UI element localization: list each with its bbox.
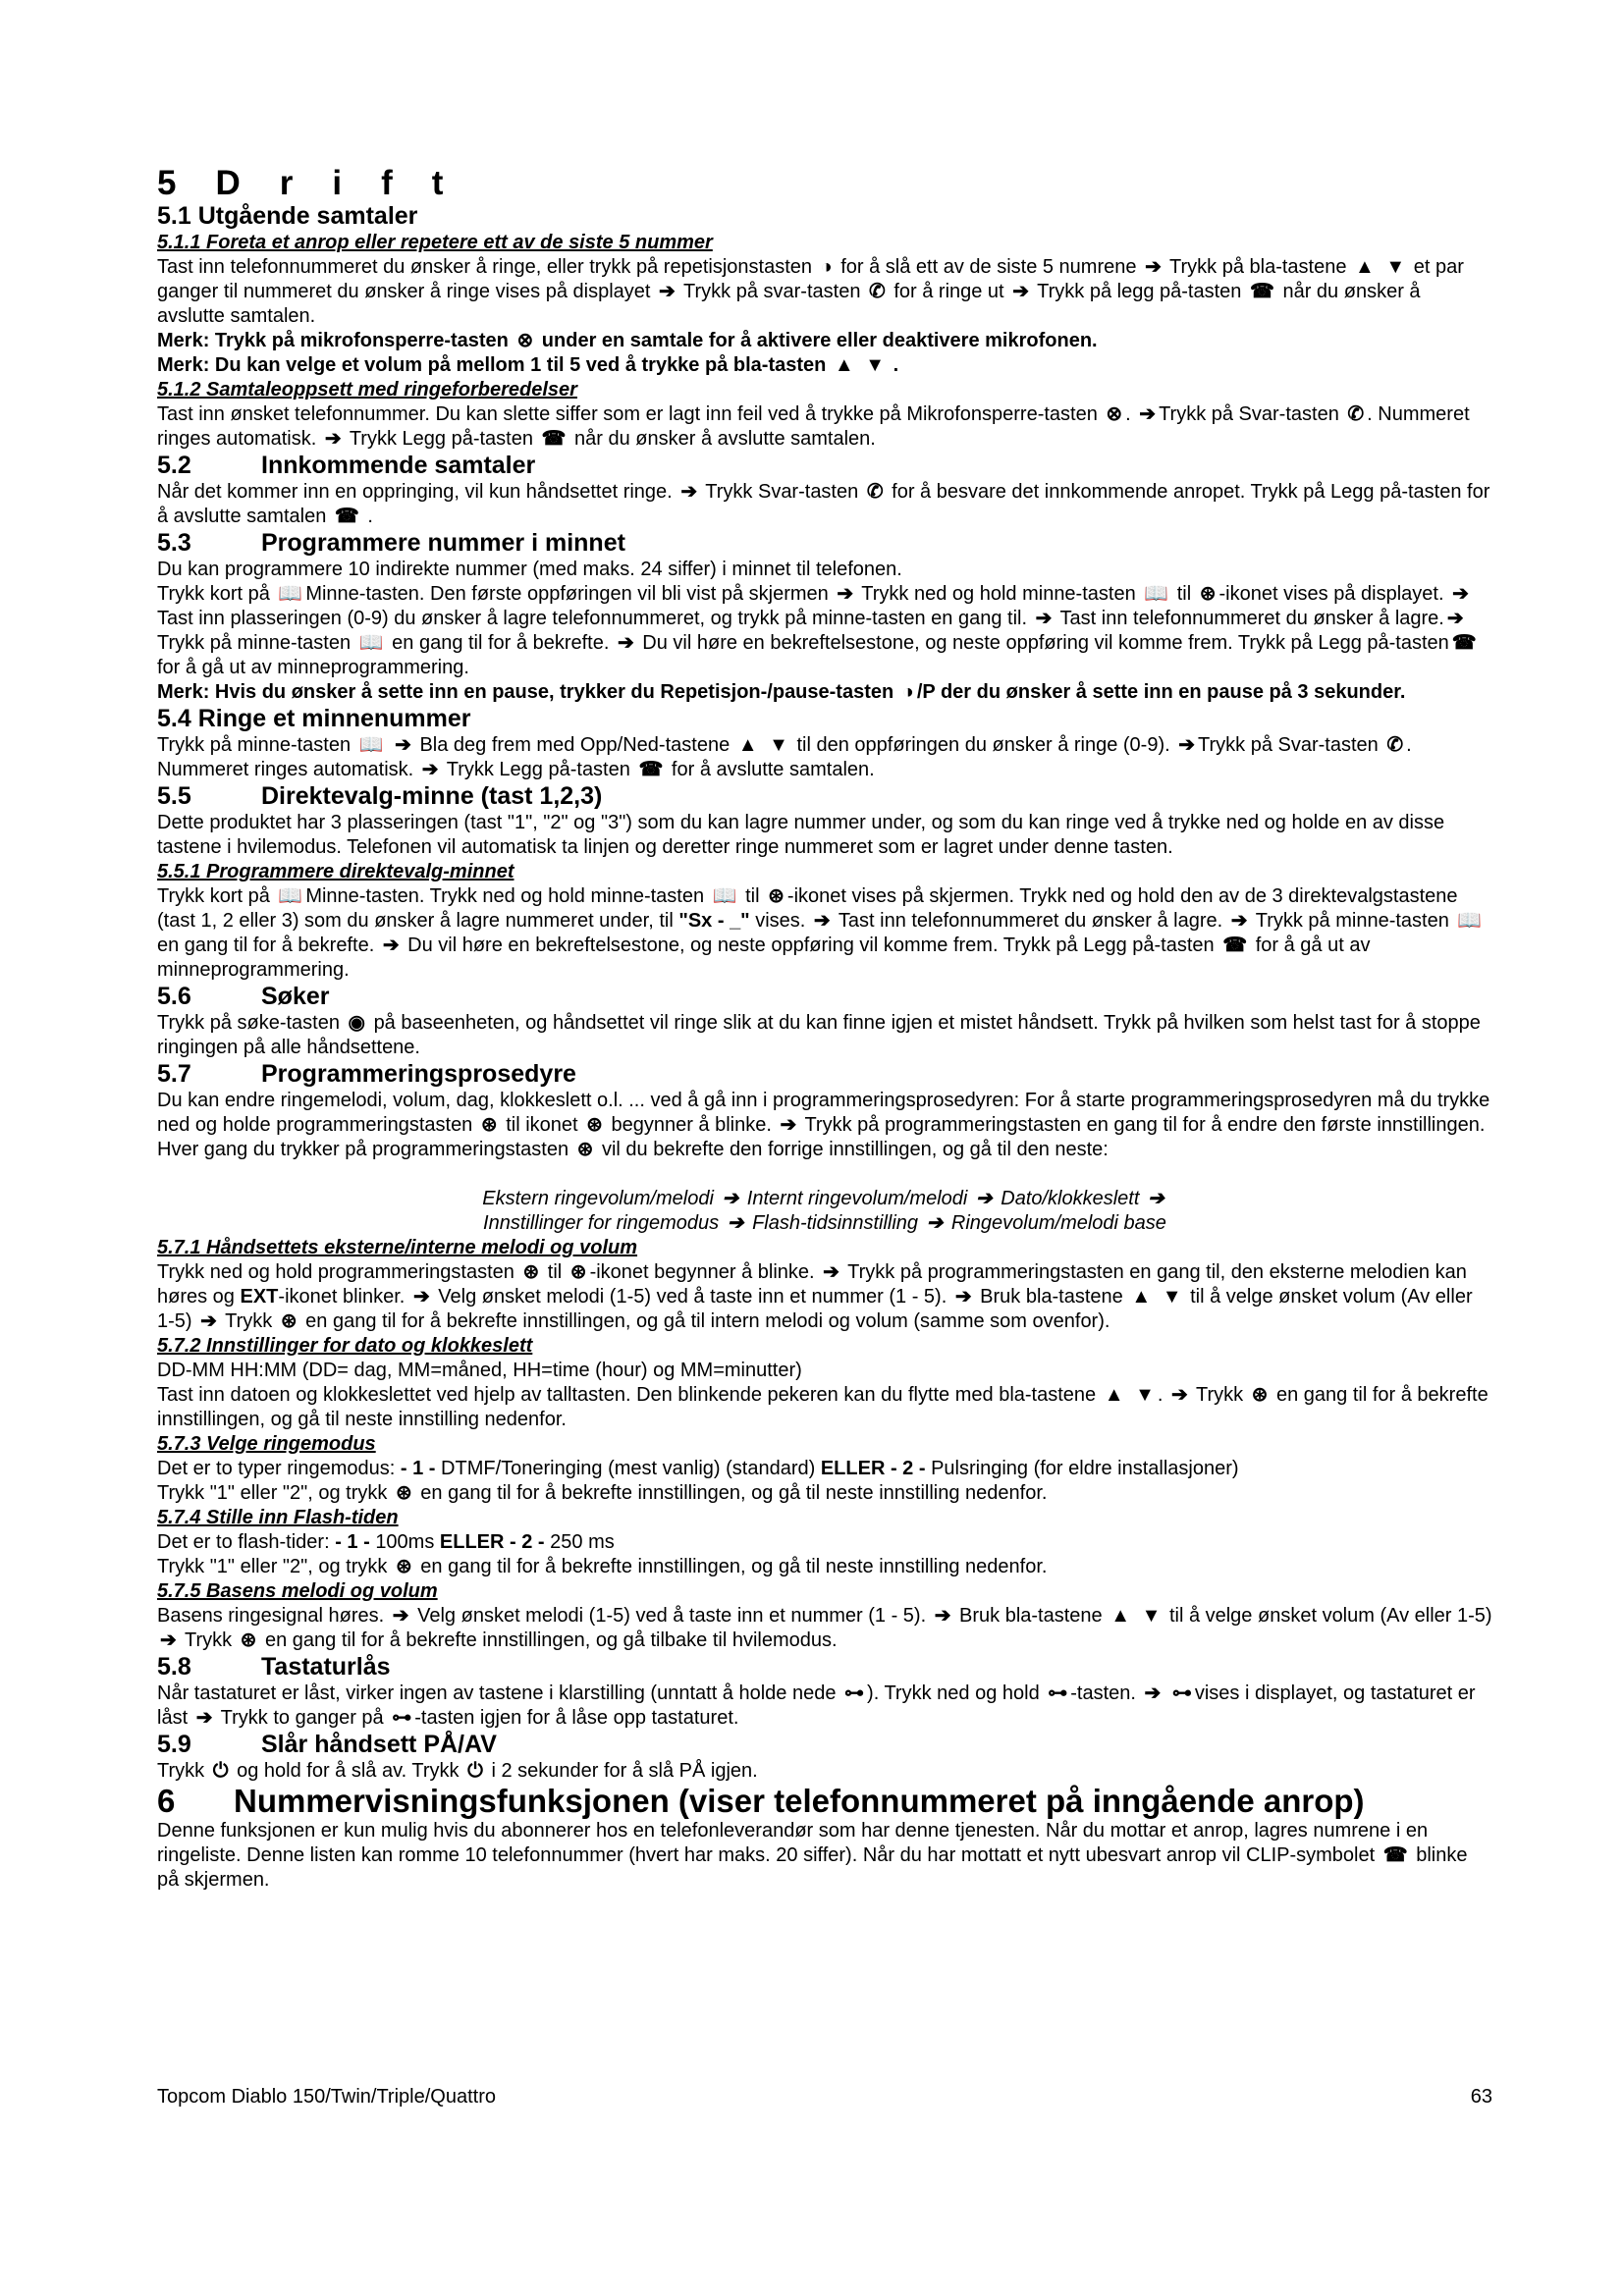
paragraph: Du kan endre ringemelodi, volum, dag, klokkeslett o.l. ... ved å gå inn i programmeringsprosedyren: For å starte programmeringsprosedyren må du trykke ned og holde programmeringstasten ⊛ til ikonet ⊛ begynner å blinke. ➔ Trykk på programmeringstasten en gang til for å endre den første innstillingen. Hver gang du trykker på programmeringstasten ⊛ vil du bekrefte den forrige innstillingen, og gå til den neste: bbox=[157, 1090, 1490, 1160]
prog-icon: ⊛ bbox=[569, 1261, 587, 1283]
note: Merk: Trykk på mikrofonsperre-tasten ⊗ under en samtale for å aktivere eller deaktivere mikrofonen. bbox=[157, 330, 1098, 351]
arrow-icon: ➔ bbox=[412, 1286, 430, 1308]
page-number: 63 bbox=[1470, 2086, 1492, 2108]
section-heading: 5.4 Ringe et minnenummer bbox=[157, 705, 471, 732]
footer-product: Topcom Diablo 150/Twin/Triple/Quattro bbox=[157, 2086, 496, 2108]
prog-icon: ⊛ bbox=[1251, 1384, 1269, 1406]
arrow-icon: ➔ bbox=[395, 734, 411, 756]
up-icon: ▲ bbox=[1355, 256, 1375, 278]
hangup-icon: ☎ bbox=[638, 759, 664, 780]
paragraph: Trykk på minne-tasten 📖 ➔ Bla deg frem med Opp/Ned-tastene ▲ ▼ til den oppføringen du ønsker å ringe (0-9). ➔ Trykk på Svar-tasten ✆ . Nummeret ringes automatisk. ➔ Trykk Legg på-tasten ☎ for å avslutte samtalen. bbox=[157, 734, 1412, 780]
arrow-icon: ➔ bbox=[934, 1605, 951, 1627]
arrow-icon: ➔ bbox=[727, 1212, 744, 1234]
hangup-icon: ☎ bbox=[1451, 632, 1477, 654]
prog-icon: ⊛ bbox=[768, 885, 785, 907]
arrow-icon: ➔ bbox=[780, 1114, 797, 1136]
paragraph: Når det kommer inn en oppringing, vil kun håndsettet ringe. ➔ Trykk Svar-tasten ✆ for å besvare det innkommende anropet. Trykk på Legg på-tasten for å avslutte samtalen ☎ . bbox=[157, 481, 1490, 527]
paragraph: Denne funksjonen er kun mulig hvis du abonnerer hos en telefonleverandør som har denne tjenesten. Når du mottar et anrop, lagres numrene i en ringeliste. Denne listen kan romme 10 telefonnummer (hvert har maks. 20 siffer). Når du har mottatt et nytt ubesvart anrop vil CLIP-symbolet ☎ blinke på skjermen. bbox=[157, 1820, 1468, 1891]
arrow-icon: ➔ bbox=[926, 1212, 944, 1234]
paragraph: Når tastaturet er låst, virker ingen av tastene i klarstilling (unntatt å holde nede ⊶ ). Trykk ned og hold ⊶ -tasten. ➔ ⊶ vises i displayet, og tastaturet er låst ➔ Trykk to ganger på ⊶ -tasten igjen for å låse opp tastaturet. bbox=[157, 1682, 1476, 1729]
spacer bbox=[157, 1162, 1492, 1187]
answer-icon: ✆ bbox=[1347, 403, 1365, 425]
arrow-icon: ➔ bbox=[1012, 281, 1029, 302]
answer-icon: ✆ bbox=[866, 481, 884, 503]
answer-icon: ✆ bbox=[869, 281, 886, 302]
arrow-icon: ➔ bbox=[1446, 608, 1464, 629]
up-icon: ▲ bbox=[834, 354, 854, 376]
arrow-icon: ➔ bbox=[1178, 734, 1196, 756]
subsection-heading: 5.7.4 Stille inn Flash-tiden bbox=[157, 1507, 399, 1528]
arrow-icon: ➔ bbox=[1147, 1188, 1164, 1209]
arrow-icon: ➔ bbox=[659, 281, 676, 302]
chapter-letter: r bbox=[279, 164, 294, 202]
note: Merk: Hvis du ønsker å sette inn en pause, trykker du Repetisjon-/pause-tasten ◑ /P der du ønsker å sette inn en pause på 3 sekunder. bbox=[157, 681, 1406, 703]
section-heading: 5.9 Slår håndsett PÅ/AV bbox=[157, 1731, 497, 1758]
paragraph: Tast inn ønsket telefonnummer. Du kan slette siffer som er lagt inn feil ved å trykke på Mikrofonsperre-tasten ⊗ . ➔ Trykk på Svar-tasten ✆ . Nummeret ringes automatisk. ➔ Trykk Legg på-tasten ☎ når du ønsker å avslutte samtalen. bbox=[157, 403, 1470, 450]
up-icon: ▲ bbox=[1104, 1384, 1124, 1406]
paragraph: Trykk ⏻ og hold for å slå av. Trykk ⏻ i 2 sekunder for å slå PÅ igjen. bbox=[157, 1760, 758, 1782]
arrow-icon: ➔ bbox=[823, 1261, 839, 1283]
down-icon: ▼ bbox=[769, 734, 788, 756]
note: Merk: Du kan velge et volum på mellom 1 til 5 ved å trykke på bla-tasten ▲ ▼ . bbox=[157, 354, 899, 376]
paragraph: Trykk kort på 📖 Minne-tasten. Trykk ned og hold minne-tasten 📖 til ⊛ -ikonet vises på skjermen. Trykk ned og hold den av de 3 direktevalgstastene (tast 1, 2 eller 3) som du ønsker å lagre nummeret under, til "Sx - _" vises. ➔ Tast inn telefonnummeret du ønsker å lagre. ➔ Trykk på minne-tasten 📖 en gang til for å bekrefte. ➔ Du vil høre en bekreftelsestone, og neste oppføring vil komme frem. Trykk på Legg på-tasten ☎ for å gå ut av minneprogrammering. bbox=[157, 885, 1483, 981]
prog-icon: ⊛ bbox=[522, 1261, 540, 1283]
subsection-heading: 5.1.2 Samtaleoppsett med ringeforberedelser bbox=[157, 379, 577, 400]
arrow-icon: ➔ bbox=[382, 934, 400, 956]
page-footer bbox=[157, 2086, 1492, 2109]
prog-icon: ⊛ bbox=[576, 1139, 594, 1160]
paragraph: Trykk på søke-tasten ◉ på baseenheten, og håndsettet vil ringe slik at du kan finne igjen et mistet håndsett. Trykk på hvilken som helst tast for å stoppe ringingen på alle håndsettene. bbox=[157, 1012, 1481, 1058]
paragraph: Tast inn telefonnummeret du ønsker å ringe, eller trykk på repetisjonstasten ◑ for å slå ett av de siste 5 numrene ➔ Trykk på bla-tastene ▲ ▼ et par ganger til nummeret du ønsker å ringe vises på displayet ➔ Trykk på svar-tasten ✆ for å ringe ut ➔ Trykk på legg på-tasten ☎ når du ønsker å avslutte samtalen. bbox=[157, 256, 1464, 327]
up-icon: ▲ bbox=[1131, 1286, 1152, 1308]
chapter-letter: D bbox=[215, 164, 241, 202]
down-icon: ▼ bbox=[1141, 1605, 1162, 1627]
arrow-icon: ➔ bbox=[1144, 1682, 1162, 1704]
power-icon: ⏻ bbox=[467, 1760, 483, 1782]
down-icon: ▼ bbox=[865, 354, 886, 376]
prog-icon: ⊛ bbox=[1199, 583, 1217, 605]
down-icon: ▼ bbox=[1135, 1384, 1155, 1406]
arrow-icon: ➔ bbox=[392, 1605, 409, 1627]
arrow-icon: ➔ bbox=[1035, 608, 1053, 629]
paragraph: Dette produktet har 3 plasseringen (tast "1", "2" og "3") som du kan lagre nummer under, og som du kan ringe ved å trykke ned og holde en av disse tastene i hvilemodus. Telefonen vil automatisk ta linjen og deretter ringe nummeret som er lagret under denne tasten. bbox=[157, 812, 1445, 858]
arrow-icon: ➔ bbox=[1145, 256, 1162, 278]
arrow-icon: ➔ bbox=[722, 1188, 739, 1209]
subsection-heading: 5.7.3 Velge ringemodus bbox=[157, 1433, 376, 1455]
mute-icon: ⊗ bbox=[1106, 403, 1123, 425]
section-heading: 5.2 Innkommende samtaler bbox=[157, 452, 536, 479]
arrow-icon: ➔ bbox=[680, 481, 698, 503]
memory-icon: 📖 bbox=[278, 583, 303, 605]
key-icon: ⊶ bbox=[392, 1707, 412, 1729]
paragraph: Tast inn datoen og klokkeslettet ved hjelp av talltasten. Den blinkende pekeren kan du flytte med bla-tastene ▲ ▼ . ➔ Trykk ⊛ en gang til for å bekrefte innstillingen, og gå til neste innstilling nedenfor. bbox=[157, 1384, 1489, 1430]
chapter-title bbox=[157, 165, 1492, 202]
arrow-icon: ➔ bbox=[975, 1188, 993, 1209]
down-icon: ▼ bbox=[1162, 1286, 1182, 1308]
arrow-icon: ➔ bbox=[954, 1286, 972, 1308]
redial-icon: ◑ bbox=[820, 256, 833, 278]
arrow-icon: ➔ bbox=[195, 1707, 213, 1729]
arrow-icon: ➔ bbox=[160, 1629, 177, 1651]
hangup-icon: ☎ bbox=[1222, 934, 1248, 956]
paragraph: Trykk ned og hold programmeringstasten ⊛ til ⊛ -ikonet begynner å blinke. ➔ Trykk på programmeringstasten en gang til, den eksterne melodien kan høres og EXT-ikonet blinker. ➔ Velg ønsket melodi (1-5) ved å taste inn et nummer (1 - 5). ➔ Bruk bla-tastene ▲ ▼ til å velge ønsket volum (Av eller 1-5) ➔ Trykk ⊛ en gang til for å bekrefte innstillingen, og gå til intern melodi og volum (samme som ovenfor). bbox=[157, 1261, 1473, 1332]
memory-icon: 📖 bbox=[358, 734, 384, 756]
arrow-icon: ➔ bbox=[813, 910, 831, 932]
clip-icon: ☎ bbox=[1382, 1844, 1408, 1866]
hangup-icon: ☎ bbox=[334, 506, 359, 527]
key-icon: ⊶ bbox=[844, 1682, 865, 1704]
memory-icon: 📖 bbox=[358, 632, 384, 654]
memory-icon: 📖 bbox=[712, 885, 737, 907]
paragraph: Du kan programmere 10 indirekte nummer (med maks. 24 siffer) i minnet til telefonen. bbox=[157, 559, 902, 580]
arrow-icon: ➔ bbox=[837, 583, 854, 605]
paragraph: Trykk kort på 📖 Minne-tasten. Den første oppføringen vil bli vist på skjermen ➔ Trykk ned og hold minne-tasten 📖 til ⊛ -ikonet vises på displayet. ➔ Tast inn plasseringen (0-9) du ønsker å lagre telefonnummeret, og trykk på minne-tasten en gang til. ➔ Tast inn telefonnummeret du ønsker å lagre. ➔ Trykk på minne-tasten 📖 en gang til for å bekrefte. ➔ Du vil høre en bekreftelsestone, og neste oppføring vil komme frem. Trykk på Legg på-tasten ☎ for å gå ut av minneprogrammering. bbox=[157, 583, 1477, 678]
redial-pause-icon: ◑ bbox=[901, 681, 914, 703]
prog-icon: ⊛ bbox=[280, 1310, 298, 1332]
arrow-icon: ➔ bbox=[617, 632, 634, 654]
key-icon: ⊶ bbox=[1048, 1682, 1068, 1704]
prog-icon: ⊛ bbox=[240, 1629, 257, 1651]
subsection-heading: 5.1.1 Foreta et anrop eller repetere ett av de siste 5 nummer bbox=[157, 232, 713, 253]
prog-icon: ⊛ bbox=[480, 1114, 498, 1136]
arrow-icon: ➔ bbox=[200, 1310, 217, 1332]
section-heading: 5.8 Tastaturlås bbox=[157, 1653, 391, 1681]
arrow-icon: ➔ bbox=[1139, 403, 1157, 425]
page-content bbox=[157, 165, 1492, 1893]
paragraph: Basens ringesignal høres. ➔ Velg ønsket melodi (1-5) ved å taste inn et nummer (1 - 5). ➔ Bruk bla-tastene ▲ ▼ til å velge ønsket volum (Av eller 1-5) ➔ Trykk ⊛ en gang til for å bekrefte innstillingen, og gå tilbake til hvilemodus. bbox=[157, 1605, 1492, 1651]
subsection-heading: 5.5.1 Programmere direktevalg-minnet bbox=[157, 861, 514, 882]
chapter-letter: f bbox=[381, 164, 393, 202]
section-heading: 5.6 Søker bbox=[157, 983, 330, 1010]
power-icon: ⏻ bbox=[212, 1760, 229, 1782]
up-icon: ▲ bbox=[737, 734, 758, 756]
subsection-heading: 5.7.1 Håndsettets eksterne/interne melodi og volum bbox=[157, 1237, 638, 1258]
page-icon: ◉ bbox=[348, 1012, 365, 1034]
chapter-number: 5 bbox=[157, 164, 177, 202]
answer-icon: ✆ bbox=[1386, 734, 1404, 756]
up-icon: ▲ bbox=[1110, 1605, 1131, 1627]
flow-line: Innstillinger for ringemodus ➔ Flash-tidsinnstilling ➔ Ringevolum/melodi base bbox=[483, 1212, 1166, 1234]
arrow-icon: ➔ bbox=[421, 759, 439, 780]
section-heading: 5.5 Direktevalg-minne (tast 1,2,3) bbox=[157, 782, 603, 810]
prog-icon: ⊛ bbox=[395, 1482, 412, 1504]
paragraph: Trykk "1" eller "2", og trykk ⊛ en gang til for å bekrefte innstillingen, og gå til neste innstilling nedenfor. bbox=[157, 1482, 1048, 1504]
chapter-heading: 6 Nummervisningsfunksjonen (viser telefonnummeret på inngående anrop) bbox=[157, 1783, 1365, 1819]
hangup-icon: ☎ bbox=[1249, 281, 1274, 302]
section-heading: 5.3 Programmere nummer i minnet bbox=[157, 529, 625, 557]
mute-icon: ⊗ bbox=[516, 330, 534, 351]
paragraph: Det er to flash-tider: - 1 - 100ms ELLER - 2 - 250 ms bbox=[157, 1531, 615, 1553]
hangup-icon: ☎ bbox=[541, 428, 567, 450]
down-icon: ▼ bbox=[1385, 256, 1406, 278]
key-icon: ⊶ bbox=[1171, 1682, 1192, 1704]
chapter-letter: i bbox=[332, 164, 343, 202]
prog-icon: ⊛ bbox=[586, 1114, 603, 1136]
section-heading: 5.7 Programmeringsprosedyre bbox=[157, 1060, 576, 1088]
section-heading: 5.1 Utgående samtaler bbox=[157, 202, 418, 230]
subsection-heading: 5.7.5 Basens melodi og volum bbox=[157, 1580, 438, 1602]
paragraph: Trykk "1" eller "2", og trykk ⊛ en gang til for å bekrefte innstillingen, og gå til neste innstilling nedenfor. bbox=[157, 1556, 1048, 1577]
chapter-letter: t bbox=[431, 164, 444, 202]
arrow-icon: ➔ bbox=[1452, 583, 1469, 605]
flow-line: Ekstern ringevolum/melodi ➔ Internt ringevolum/melodi ➔ Dato/klokkeslett ➔ bbox=[482, 1188, 1164, 1209]
memory-icon: 📖 bbox=[278, 885, 303, 907]
arrow-icon: ➔ bbox=[1171, 1384, 1188, 1406]
arrow-icon: ➔ bbox=[324, 428, 342, 450]
memory-icon: 📖 bbox=[1457, 910, 1483, 932]
arrow-icon: ➔ bbox=[1230, 910, 1248, 932]
memory-icon: 📖 bbox=[1144, 583, 1169, 605]
paragraph: Det er to typer ringemodus: - 1 - DTMF/Toneringing (mest vanlig) (standard) ELLER - 2 - Pulsringing (for eldre installasjoner) bbox=[157, 1458, 1239, 1479]
subsection-heading: 5.7.2 Innstillinger for dato og klokkeslett bbox=[157, 1335, 533, 1357]
paragraph: DD-MM HH:MM (DD= dag, MM=måned, HH=time (hour) og MM=minutter) bbox=[157, 1360, 802, 1381]
prog-icon: ⊛ bbox=[395, 1556, 412, 1577]
